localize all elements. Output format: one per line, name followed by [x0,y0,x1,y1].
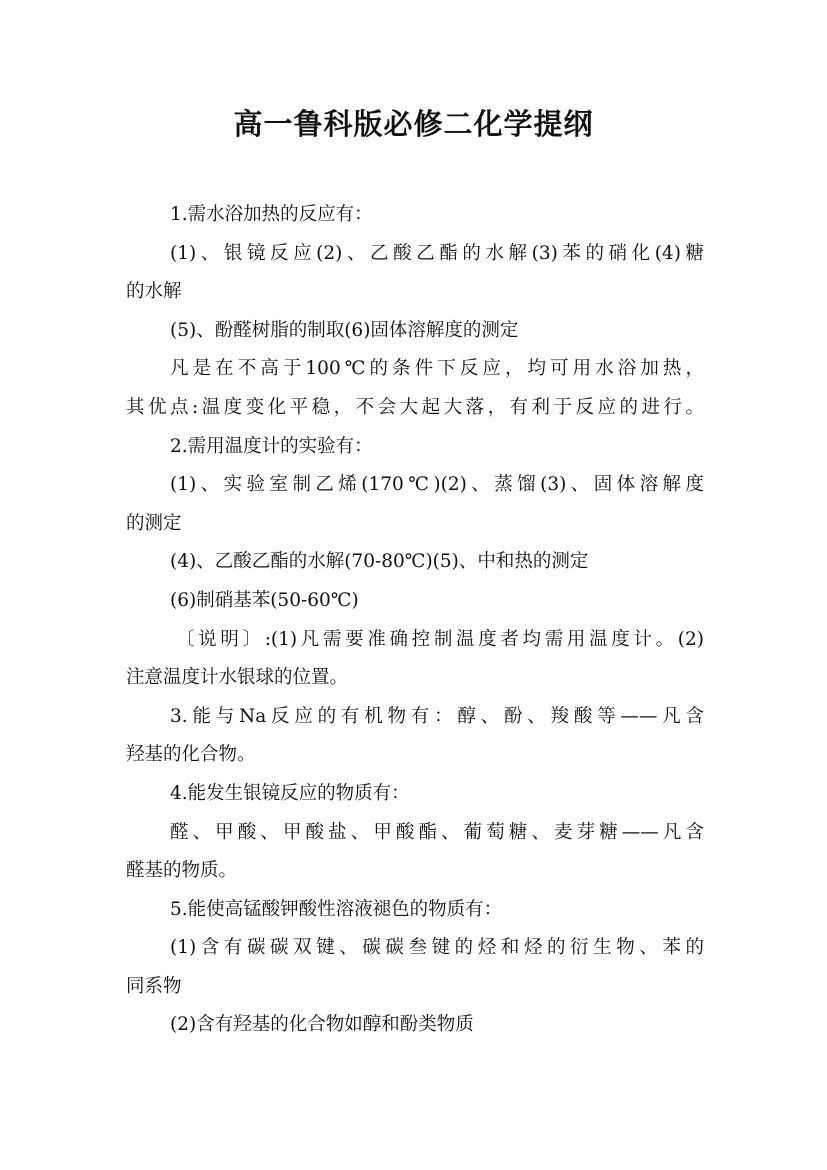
paragraph-line: 的水解 [126,281,182,303]
section-2-heading: 2.需用温度计的实验有： [170,435,373,457]
paragraph-line: (1)、实验室制乙烯(170℃)(2)、蒸馏(3)、固体溶解度 [170,474,704,496]
paragraph-line: (6)制硝基苯(50-60℃) [170,589,359,611]
document-body [126,196,704,1045]
section-4-heading: 4.能发生银镜反应的物质有： [170,782,410,804]
section-5-heading: 5.能使高锰酸钾酸性溶液褪色的物质有： [170,898,503,920]
paragraph-line: 其优点:温度变化平稳，不会大起大落，有利于反应的进行。 [126,396,704,418]
paragraph-line: 的测定 [126,512,182,534]
paragraph-line: 同系物 [126,975,182,997]
note-line: 注意温度计水银球的位置。 [126,667,349,689]
paragraph-line: (5)、酚醛树脂的制取(6)固体溶解度的测定 [170,319,519,341]
note-line: 〔说明〕:(1)凡需要准确控制温度者均需用温度计。(2) [176,628,704,650]
section-1-heading: 1.需水浴加热的反应有： [170,204,373,225]
paragraph-line: (2)含有羟基的化合物如醇和酚类物质 [170,1014,474,1036]
page-title: 高一鲁科版必修二化学提纲 [233,107,594,141]
paragraph-line: (4)、乙酸乙酯的水解(70-80℃)(5)、中和热的测定 [170,551,589,573]
paragraph-line: 醛基的物质。 [126,860,238,882]
paragraph-line: 羟基的化合物。 [126,744,256,766]
section-3-line: 3.能与Na反应的有机物有：醇、酚、羧酸等——凡含 [170,705,704,727]
paragraph-line: (1)、银镜反应(2)、乙酸乙酯的水解(3)苯的硝化(4)糖 [170,242,704,264]
paragraph-line: 凡是在不高于100℃的条件下反应，均可用水浴加热， [170,358,704,380]
paragraph-line: 醛、甲酸、甲酸盐、甲酸酯、葡萄糖、麦芽糖——凡含 [170,821,704,843]
paragraph-line: (1)含有碳碳双键、碳碳叁键的烃和烃的衍生物、苯的 [170,937,704,959]
